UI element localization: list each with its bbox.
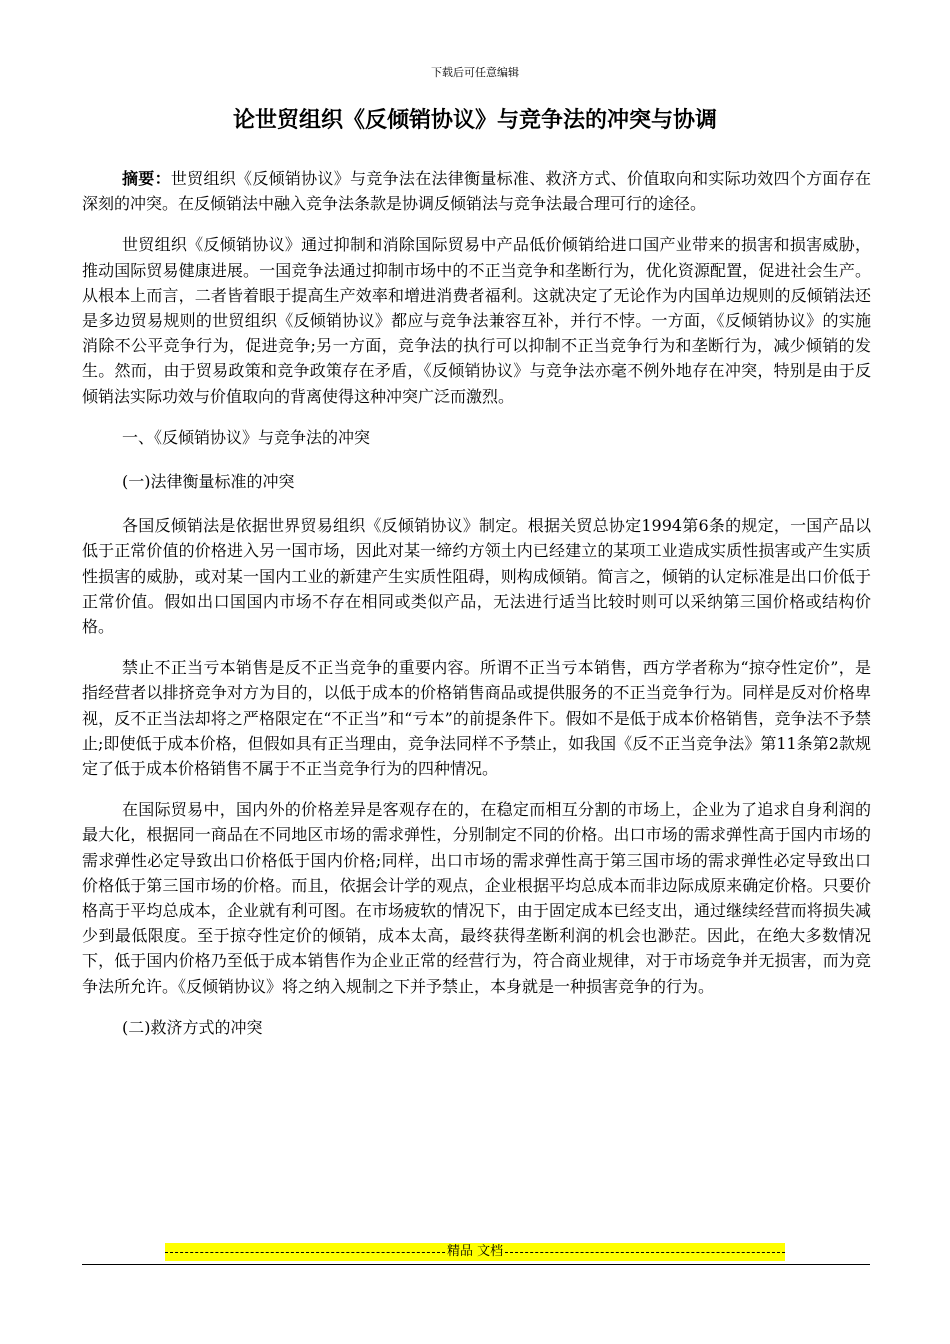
footer-label: 精品 文档 xyxy=(446,1244,504,1259)
abstract-text: 世贸组织《反倾销协议》与竞争法在法律衡量标准、救济方式、价值取向和实际功效四个方面存在深刻的冲突。在反倾销法中融入竞争法条款是协调反倾销法与竞争法最合理可行的途径。 xyxy=(82,169,871,214)
document-title: 论世贸组织《反倾销协议》与竞争法的冲突与协调 xyxy=(232,107,717,133)
footer-dash-left xyxy=(165,1252,445,1253)
body-paragraph-3: 在国际贸易中，国内外的价格差异是客观存在的，在稳定而相互分割的市场上，企业为了追求自身利润的最大化，根据同一商品在不同地区市场的需求弹性，分别制定不同的价格。出口市场的需求弹性高于国内市场的需求弹性必定导致出口价格低于国内价格;同样，出口市场的需求弹性高于第三国市场的需求弹性必定导致出口价格低于第三国市场的价格。而且，依据会计学的观点，企业根据平均总成本而非边际成原来确定价格。只要价格高于平均总成本，企业就有利可图。在市场疲软的情况下，由于固定成本已经支出，通过继续经营而将损失减少到最低限度。至于掠夺性定价的倾销，成本太高，最终获得垄断利润的机会也渺茫。因此，在绝大多数情况下，低于国内价格乃至低于成本销售作为企业正常的经营行为，符合商业规律，对于市场竞争并无损害，而为竞争法所允许。《反倾销协议》将之纳入规制之下并予禁止，本身就是一种损害竞争的行为。 xyxy=(82,800,871,996)
footer-banner xyxy=(165,1243,785,1261)
header-note: 下载后可任意编辑 xyxy=(431,66,519,79)
footer-dashes xyxy=(165,1243,785,1261)
body-paragraph-2: 禁止不正当亏本销售是反不正当竞争的重要内容。所谓不正当亏本销售，西方学者称为“掠夺性定价”，是指经营者以排挤竞争对方为目的，以低于成本的价格销售商品或提供服务的不正当竞争行为。同样是反对价格卑视，反不正当法却将之严格限定在“不正当”和“亏本”的前提条件下。假如不是低于成本价格销售，竞争法不予禁止;即使低于成本价格，但假如具有正当理由，竞争法同样不予禁止，如我国《反不正当竞争法》第11条第2款规定了低于成本价格销售不属于不正当竞争行为的四种情况。 xyxy=(82,658,871,779)
footer-rule xyxy=(82,1264,870,1265)
subsection-heading-1: (一)法律衡量标准的冲突 xyxy=(122,472,295,492)
body-paragraph-1: 各国反倾销法是依据世界贸易组织《反倾销协议》制定。根据关贸总协定1994第6条的规定，一国产品以低于正常价值的价格进入另一国市场，因此对某一缔约方领土内已经建立的某项工业造成实质性损害或产生实质性损害的威胁，或对某一国内工业的新建产生实质性阻碍，则构成倾销。简言之，倾销的认定标准是出口价低于正常价值。假如出口国国内市场不存在相同或类似产品，无法进行适当比较时则可以采纳第三国价格或结构价格。 xyxy=(82,516,871,637)
abstract-label: 摘要： xyxy=(122,169,171,188)
intro-paragraph: 世贸组织《反倾销协议》通过抑制和消除国际贸易中产品低价倾销给进口国产业带来的损害和损害威胁，推动国际贸易健康进展。一国竞争法通过抑制市场中的不正当竞争和垄断行为，优化资源配置，促进社会生产。从根本上而言，二者皆着眼于提高生产效率和增进消费者福利。这就决定了无论作为内国单边规则的反倾销法还是多边贸易规则的世贸组织《反倾销协议》都应与竞争法兼容互补，并行不悖。一方面，《反倾销协议》的实施消除不公平竞争行为，促进竞争;另一方面，竞争法的执行可以抑制不正当竞争行为和垄断行为，减少倾销的发生。然而，由于贸易政策和竞争政策存在矛盾，《反倾销协议》与竞争法亦毫不例外地存在冲突，特别是由于反倾销法实际功效与价值取向的背离使得这种冲突广泛而激烈。 xyxy=(82,235,871,406)
section-heading: 一、《反倾销协议》与竞争法的冲突 xyxy=(122,427,371,447)
document-body xyxy=(82,166,871,1059)
footer-dash-right xyxy=(505,1252,785,1253)
subsection-heading-2: (二)救济方式的冲突 xyxy=(122,1017,263,1037)
abstract-paragraph xyxy=(82,166,871,216)
